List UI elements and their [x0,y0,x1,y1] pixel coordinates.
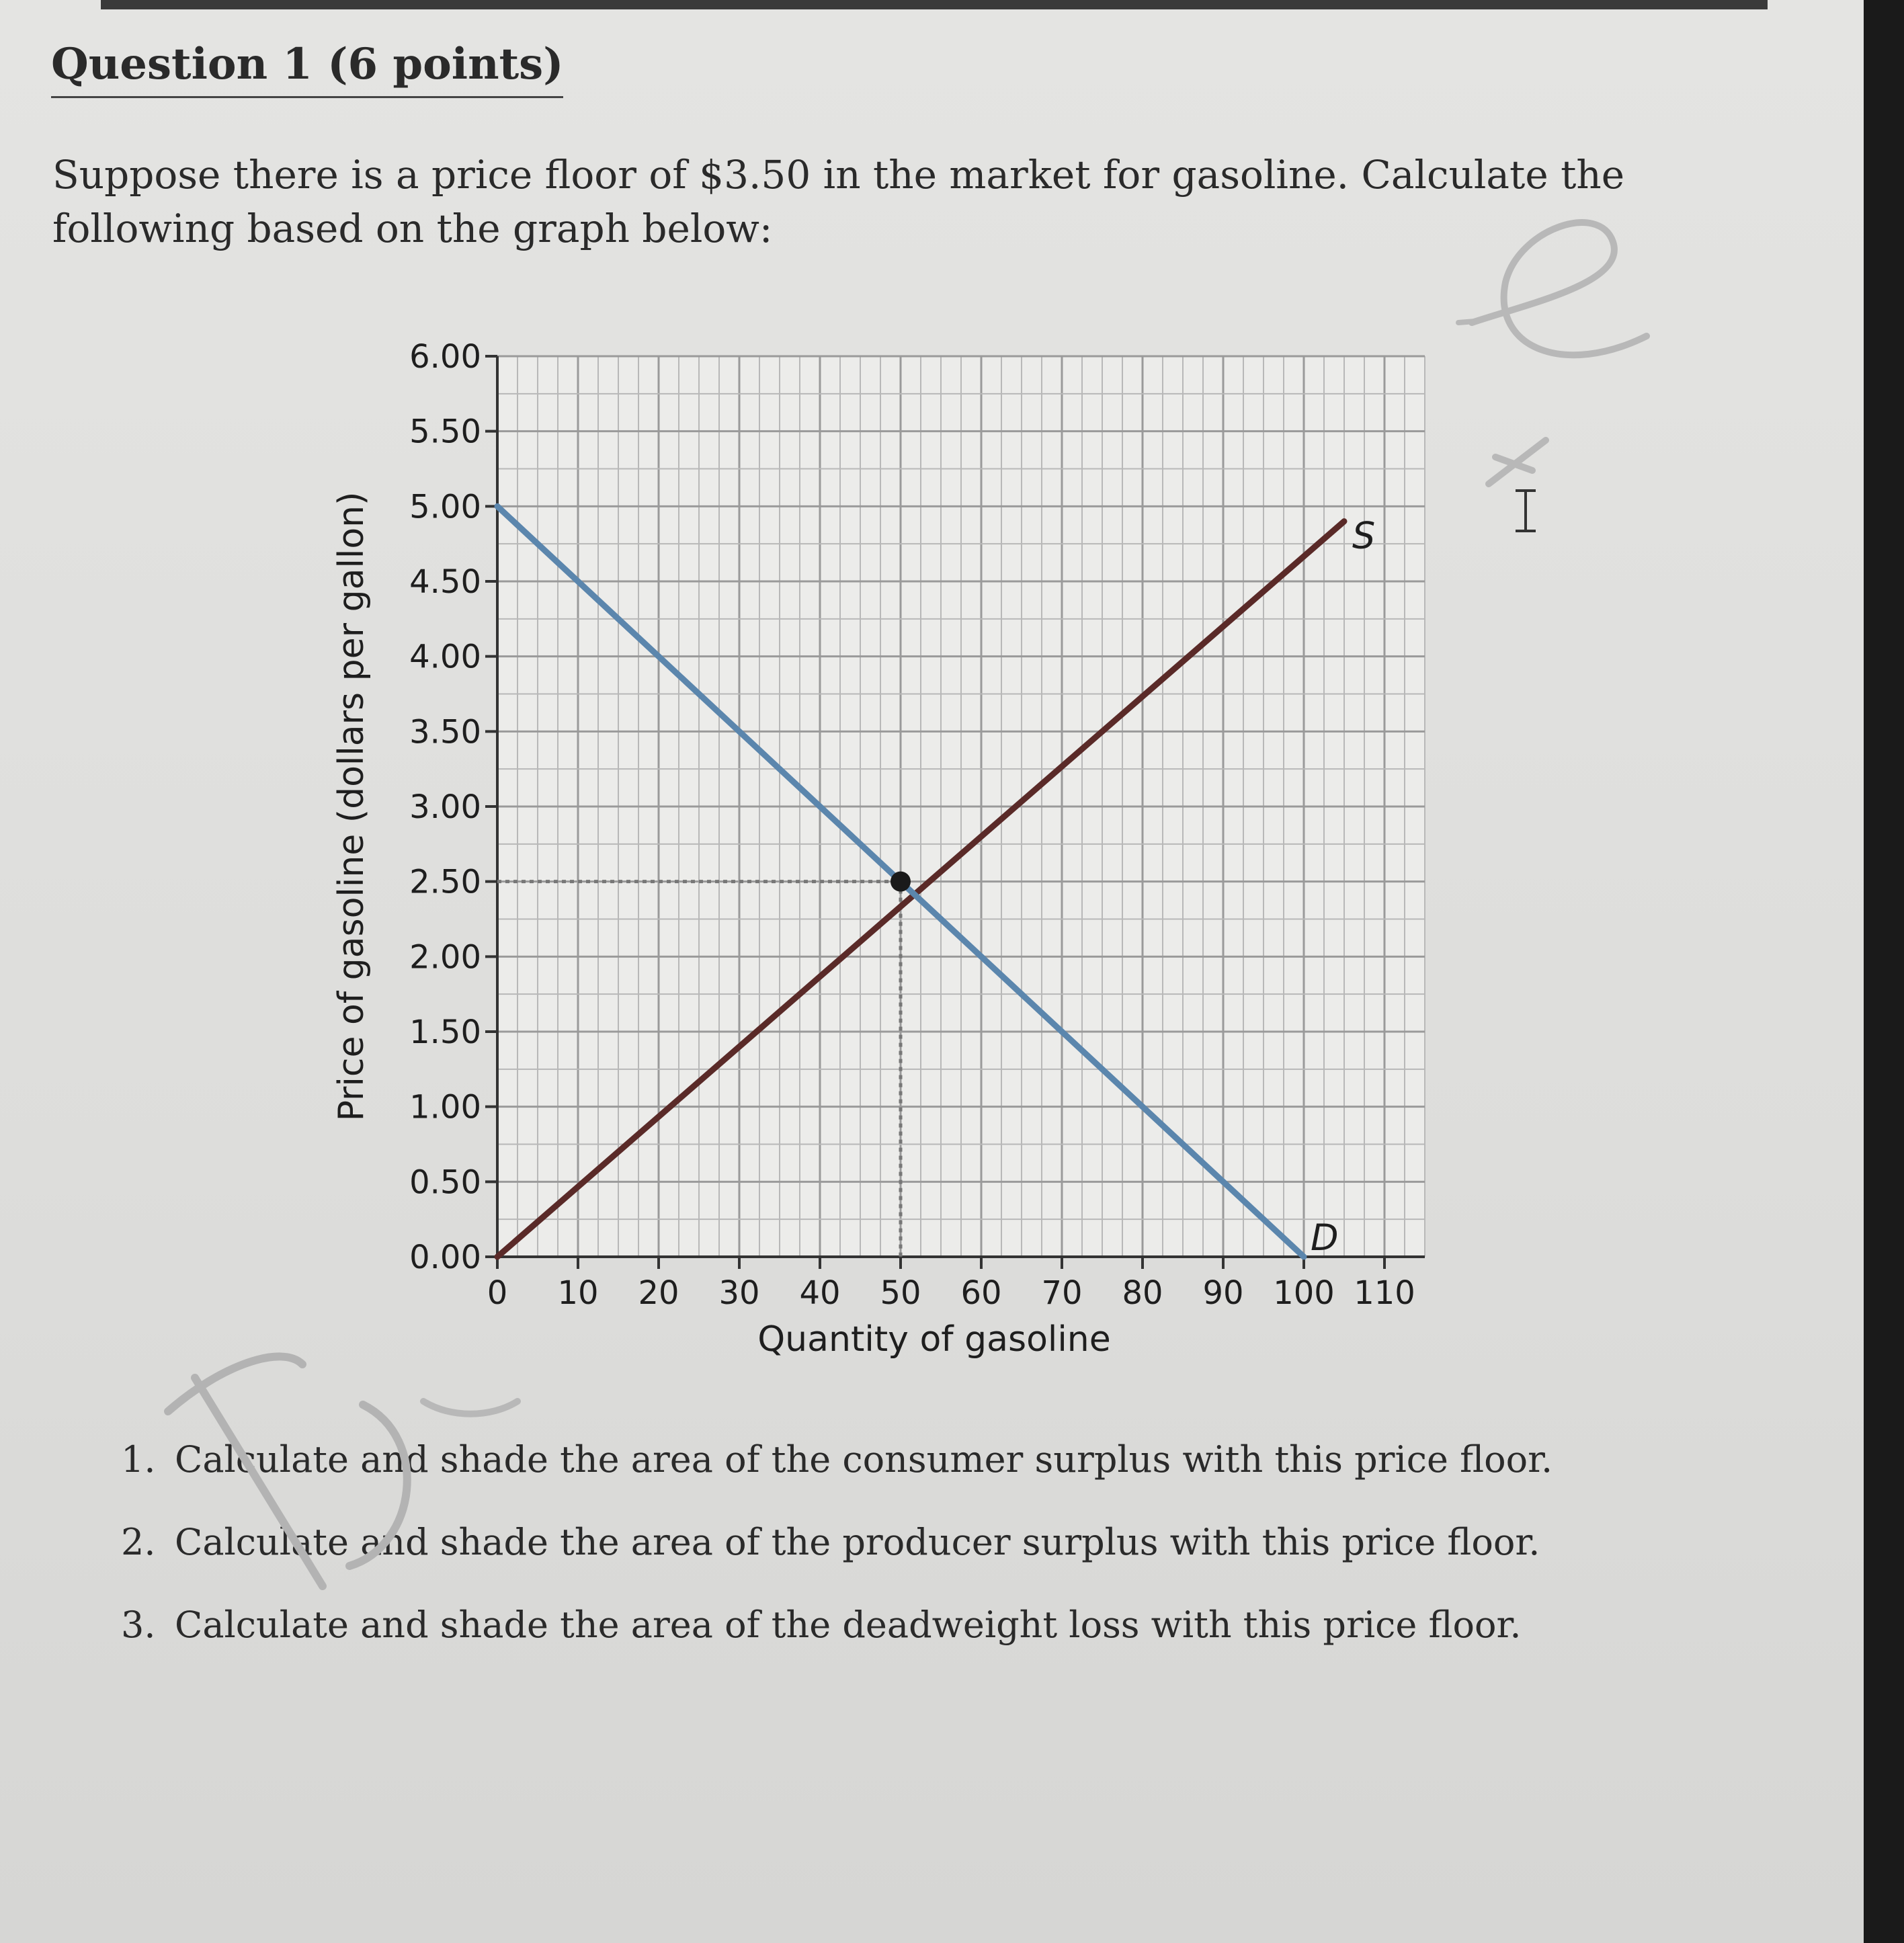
x-tick-label: 80 [1122,1274,1163,1312]
y-tick-label: 3.50 [409,713,481,751]
y-tick-label: 0.50 [409,1163,481,1202]
x-tick-label: 10 [557,1274,599,1312]
x-tick-label: 40 [799,1274,841,1312]
question-text: Calculate and shade the area of the deadweight loss with this price floor. [175,1604,1522,1646]
y-tick-label: 2.50 [409,863,481,901]
x-tick-label: 100 [1273,1274,1335,1312]
y-tick-label: 5.00 [409,488,481,526]
y-tick-label: 4.00 [409,638,481,676]
screen-edge [1864,0,1904,1943]
x-axis-title: Quantity of gasoline [757,1319,1111,1360]
x-tick-label: 70 [1041,1274,1083,1312]
y-tick-label: 1.00 [409,1088,481,1126]
pen-scribble-y [1489,440,1546,484]
text-cursor-icon [1516,491,1536,531]
question-item [121,1521,1553,1563]
question-number: 3. [121,1604,156,1646]
y-tick-label: 6.00 [409,338,481,376]
y-tick-label: 0.00 [409,1239,481,1276]
question-number: 1. [121,1438,156,1481]
x-tick-label: 30 [718,1274,760,1312]
question-title: Question 1 (6 points) [51,39,563,98]
question-number: 2. [121,1521,156,1563]
top-rule [101,0,1768,9]
y-tick-label: 3.00 [409,788,481,826]
question-item [121,1604,1553,1646]
supply-demand-chart [331,316,1479,1391]
question-list [121,1438,1553,1686]
x-tick-label: 20 [638,1274,679,1312]
question-intro: Suppose there is a price floor of $3.50 in the market for gasoline. Calculate the following based on the graph below: [52,152,1625,251]
x-tick-label: 90 [1202,1274,1244,1312]
demand-curve-label: D [1311,1216,1339,1259]
y-tick-label: 2.00 [409,938,481,977]
y-tick-label: 5.50 [409,413,481,451]
y-axis-title: Price of gasoline (dollars per gallon) [331,491,372,1122]
supply-curve-label: S [1352,514,1376,557]
question-item [121,1438,1553,1481]
x-tick-label: 50 [880,1274,921,1312]
equilibrium-point [891,872,911,892]
question-text: Calculate and shade the area of the producer surplus with this price floor. [175,1521,1540,1563]
y-tick-label: 4.50 [409,563,481,601]
x-tick-label: 0 [487,1274,508,1312]
pen-scribble-smile [423,1401,518,1414]
x-tick-label: 110 [1354,1274,1415,1312]
question-text: Calculate and shade the area of the consumer surplus with this price floor. [175,1438,1553,1481]
x-tick-label: 60 [960,1274,1002,1312]
y-tick-label: 1.50 [409,1014,481,1051]
